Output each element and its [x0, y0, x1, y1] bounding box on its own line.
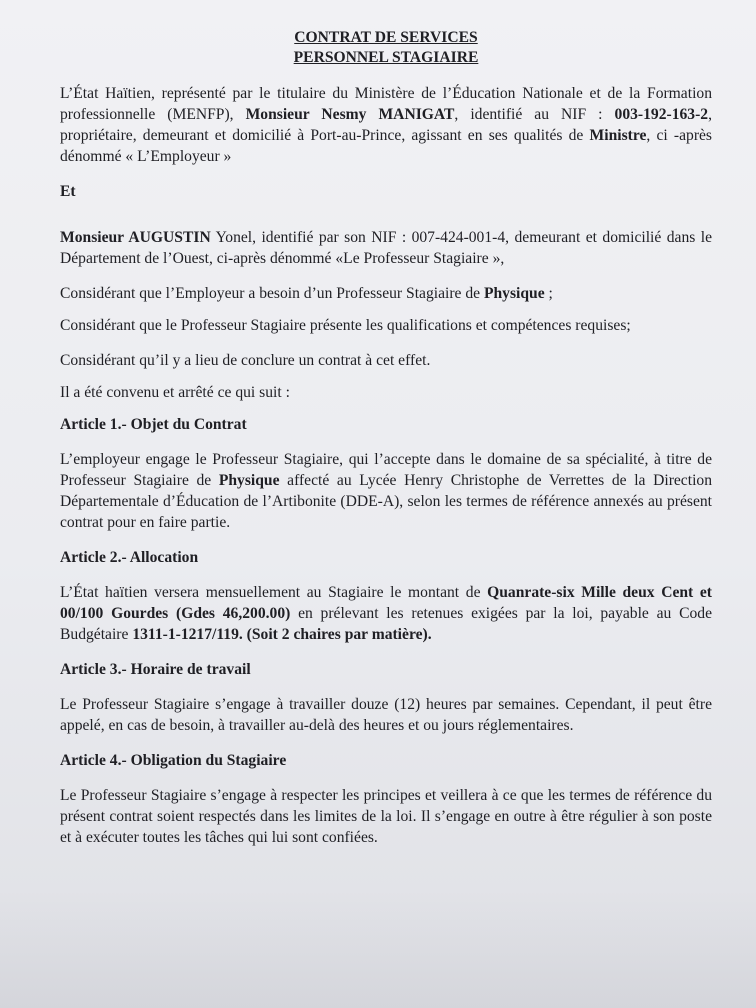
et-separator: Et — [60, 183, 76, 200]
article-1-text-2: affecté au Lycée Henry Christophe de Verrettes de la Direction Départementale d’Éducation de l’Artibonite (DDE-A), selon les termes de référence annexés au présent contrat pour en faire partie. — [60, 472, 712, 531]
article-2-amount: Quanrate-six Mille deux Cent et 00/100 Gourdes (Gdes 46,200.00) — [60, 584, 712, 622]
employer-representative: Monsieur Nesmy MANIGAT — [245, 106, 455, 123]
considerant-need-text-1: Considérant que l’Employeur a besoin d’un Professeur Stagiaire de — [60, 285, 484, 302]
considerant-qualifications: Considérant que le Professeur Stagiaire présente les qualifications et compétences requises; — [60, 317, 631, 334]
article-4-body: Le Professeur Stagiaire s’engage à respecter les principes et veillera à ce que les termes de référence du présent contrat soient respectés dans les limites de la loi. Il s’engage en outre à être régulier à son poste et à exécuter toutes les tâches qui lui sont confiées. — [60, 787, 712, 846]
article-3-heading: Article 3.- Horaire de travail — [60, 661, 251, 678]
article-2-text-2: en prélevant les retenues exigées par la loi, payable au Code Budgétaire — [60, 605, 712, 643]
article-2-heading: Article 2.- Allocation — [60, 549, 199, 566]
considerant-need — [60, 283, 712, 304]
article-1-body — [60, 449, 712, 533]
intern-paragraph — [60, 227, 712, 269]
article-1-heading: Article 1.- Objet du Contrat — [60, 416, 247, 433]
employer-text-4: , ci -après dénommé « L’Employeur » — [60, 127, 713, 165]
article-3-body: Le Professeur Stagiaire s’engage à travailler douze (12) heures par semaines. Cependant, il peut être appelé, en cas de besoin, à travailler au-delà des heures et ou jours réglementaires. — [60, 696, 712, 734]
employer-text-1: L’État Haïtien, représenté par le titulaire du Ministère de l’Éducation Nationale et de la Formation professionnelle (MENFP), — [60, 85, 712, 123]
agreement-statement: Il a été convenu et arrêté ce qui suit : — [60, 384, 290, 401]
employer-role: Ministre — [589, 127, 647, 144]
employer-text-3: , propriétaire, demeurant et domicilié à Port-au-Prince, agissant en ses qualités de — [60, 106, 712, 144]
document-title-line1: CONTRAT DE SERVICES — [294, 29, 478, 46]
article-2-budget-code: 1311-1-1217/119. (Soit 2 chaires par matière). — [132, 626, 432, 643]
article-2-body — [60, 582, 712, 645]
article-4-heading: Article 4.- Obligation du Stagiaire — [60, 752, 287, 769]
intern-details: Yonel, identifié par son NIF : 007-424-001-4, demeurant et domicilié dans le Département de l’Ouest, ci-après dénommé «Le Professeur Stagiaire », — [60, 229, 712, 267]
document-title-line2: PERSONNEL STAGIAIRE — [293, 49, 479, 66]
employer-nif: 003-192-163-2 — [614, 106, 709, 123]
article-2-text-1: L’État haïtien versera mensuellement au Stagiaire le montant de — [60, 584, 488, 601]
employer-paragraph — [60, 83, 712, 167]
article-1-text-1: L’employeur engage le Professeur Stagiaire, qui l’accepte dans le domaine de sa spécialité, à titre de Professeur Stagiaire de — [60, 451, 712, 489]
page-shadow — [0, 888, 756, 1008]
article-1-subject: Physique — [218, 472, 280, 489]
considerant-need-subject: Physique — [483, 285, 545, 302]
intern-name: Monsieur AUGUSTIN — [60, 229, 211, 246]
employer-text-2: , identifié au NIF : — [454, 106, 615, 123]
considerant-contract: Considérant qu’il y a lieu de conclure un contrat à cet effet. — [60, 352, 431, 369]
considerant-need-text-2: ; — [544, 285, 553, 302]
